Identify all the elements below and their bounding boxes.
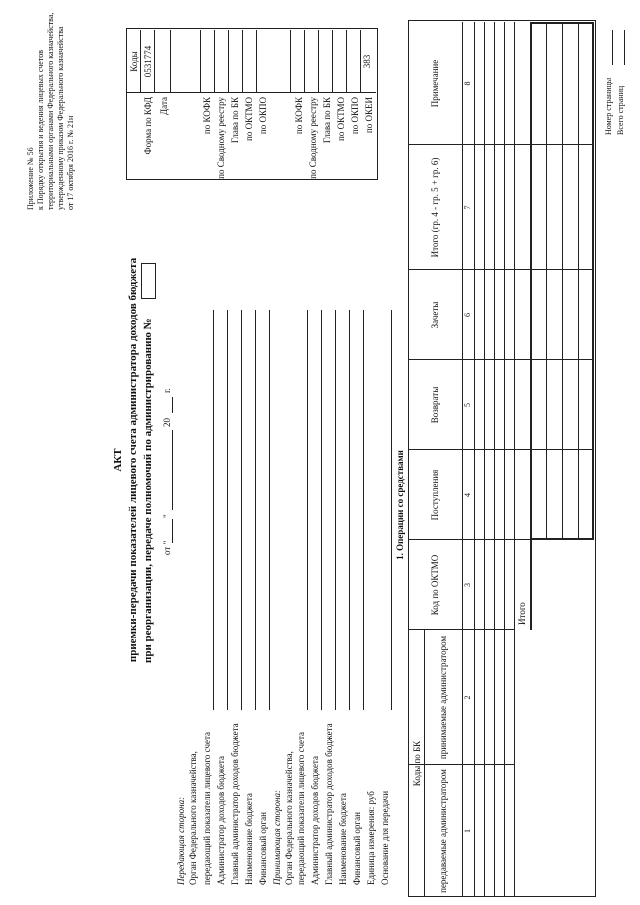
receive-row-6: Единица измерения: руб — [366, 791, 376, 885]
codes-divider — [140, 30, 141, 93]
codes-column — [126, 29, 376, 93]
col-header-4: Поступления — [430, 469, 440, 521]
date-year-line — [172, 397, 173, 413]
total-pages-label: Всего страниц — [616, 85, 625, 135]
transfer-row-4: Наименование бюджета — [244, 793, 254, 885]
receive-code-4: по ОКТМО — [336, 97, 346, 141]
total-pages-line — [624, 30, 625, 65]
codes-divider — [304, 30, 305, 93]
transfer-row-5: Финансовый орган — [258, 812, 268, 885]
col-num-1: 1 — [463, 829, 472, 833]
codes-divider — [360, 30, 361, 93]
fill-line — [335, 310, 336, 710]
codes-divider — [290, 30, 291, 93]
col-num-6: 6 — [463, 313, 472, 317]
form-label: Форма по КФД — [143, 97, 153, 155]
table-row — [494, 22, 495, 897]
fill-line — [255, 310, 256, 710]
date-label: Дата — [159, 97, 169, 115]
receive-row-0: Орган Федерального казначейства, — [284, 751, 294, 885]
col-header-3: Код по ОКТМО — [430, 554, 440, 616]
col-header-7: Итого (гр. 4 - гр. 5 + гр. 6) — [430, 157, 440, 258]
codes-divider — [200, 30, 201, 93]
codes-header: Коды — [129, 51, 139, 72]
codes-divider — [346, 30, 347, 93]
form-code: 0531774 — [143, 45, 153, 78]
codes-divider — [154, 30, 155, 93]
codes-divider — [256, 30, 257, 93]
receive-code-1: по КОФК — [294, 97, 304, 135]
receive-code-2: по Сводному реестру — [308, 97, 318, 179]
title-line-1: приемки-передачи показателей лицевого счета администратора доходов бюджета — [127, 257, 139, 663]
bk-group-header: Коды по БК — [412, 740, 422, 787]
codes-divider — [332, 30, 333, 93]
transfer-code-2: по Сводному реестру — [216, 97, 226, 179]
title-line-2: при реорганизации, передаче полномочий по администрированию № — [142, 318, 154, 663]
total-label: Итого — [517, 602, 527, 625]
table-row — [504, 22, 505, 897]
table-row — [514, 22, 515, 897]
codes-divider — [228, 30, 229, 93]
col-num-7: 7 — [463, 205, 472, 210]
fill-line — [241, 310, 242, 710]
appendix-line-3: территориальными органами Федерального казначейства, — [46, 12, 55, 210]
transfer-code-1: по КОФК — [202, 97, 212, 135]
appendix-line-5: от 17 октября 2016 г. № 21н — [66, 115, 75, 210]
fill-line — [321, 310, 322, 710]
appendix-line-4: утвержденному приказом Федерального казначейства — [56, 26, 65, 210]
date-quote: " — [162, 514, 172, 518]
table-row — [546, 22, 547, 540]
table-row — [562, 22, 563, 540]
fill-line — [213, 310, 214, 710]
page-number-line — [612, 30, 613, 65]
receive-code-6: по ОКЕИ — [364, 97, 374, 134]
receive-row-4: Наименование бюджета — [338, 793, 348, 885]
col-num-2: 2 — [463, 695, 472, 700]
codes-divider — [242, 30, 243, 93]
row-divider — [474, 22, 475, 897]
fill-line — [391, 310, 392, 710]
section1-title: 1. Операции со средствами — [395, 450, 405, 560]
fill-line — [307, 310, 308, 710]
appendix-line-1: Приложение № 56 — [26, 147, 35, 210]
codes-divider — [318, 30, 319, 93]
col-header-8: Примечание — [430, 59, 440, 108]
receive-side-heading: Принимающая сторона: — [272, 790, 282, 885]
date-year: 20 — [162, 418, 172, 427]
date-day-line — [172, 519, 173, 543]
transfer-side-heading: Передающая сторона: — [176, 796, 186, 885]
act-title: АКТ — [112, 448, 124, 472]
transfer-code-3: Глава по БК — [230, 97, 240, 144]
codes-divider — [170, 30, 171, 93]
transfer-row-3: Главный администратор доходов бюджета — [230, 723, 240, 885]
col-header-1: передаваемые администратором — [437, 769, 448, 893]
fill-line — [349, 310, 350, 710]
col-header-6: Зачеты — [430, 301, 440, 329]
col-num-4: 4 — [463, 493, 472, 497]
table-row — [578, 22, 579, 540]
receive-row-2: Администратор доходов бюджета — [310, 756, 320, 885]
transfer-code-4: по ОКТМО — [244, 97, 254, 141]
col-num-3: 3 — [463, 583, 472, 587]
receive-row-3: Главный администратор доходов бюджета — [324, 723, 334, 885]
transfer-row-2: Администратор доходов бюджета — [216, 756, 226, 885]
transfer-row-0: Орган Федерального казначейства, — [188, 751, 198, 885]
col-num-5: 5 — [463, 403, 472, 407]
col-num-8: 8 — [463, 81, 472, 86]
fill-line — [269, 310, 270, 710]
act-number-box[interactable] — [141, 263, 156, 299]
page-number-label: Номер страницы — [604, 77, 613, 135]
date-prefix: от " — [162, 540, 172, 555]
col-header-2: принимаемые администратором — [437, 635, 448, 760]
col-header-5: Возвраты — [430, 386, 440, 424]
transfer-code-5: по ОКПО — [258, 97, 268, 135]
receive-row-1: передающий показатели лицевого счета — [296, 731, 306, 885]
codes-divider — [214, 30, 215, 93]
date-month-line — [172, 430, 173, 510]
receive-code-5: по ОКПО — [350, 97, 360, 135]
receive-row-5: Финансовый орган — [352, 812, 362, 885]
receive-code-3: Глава по БК — [322, 97, 332, 144]
transfer-row-1: передающий показатели лицевого счета — [202, 731, 212, 885]
okei-code: 383 — [362, 54, 372, 69]
appendix-line-2: к Порядку открытия и ведения лицевых счетов — [36, 49, 45, 210]
receive-row-7: Основание для передачи — [380, 790, 390, 885]
date-suffix: г. — [162, 388, 172, 393]
fill-line — [363, 310, 364, 710]
fill-line — [227, 310, 228, 710]
table-row — [484, 22, 485, 897]
